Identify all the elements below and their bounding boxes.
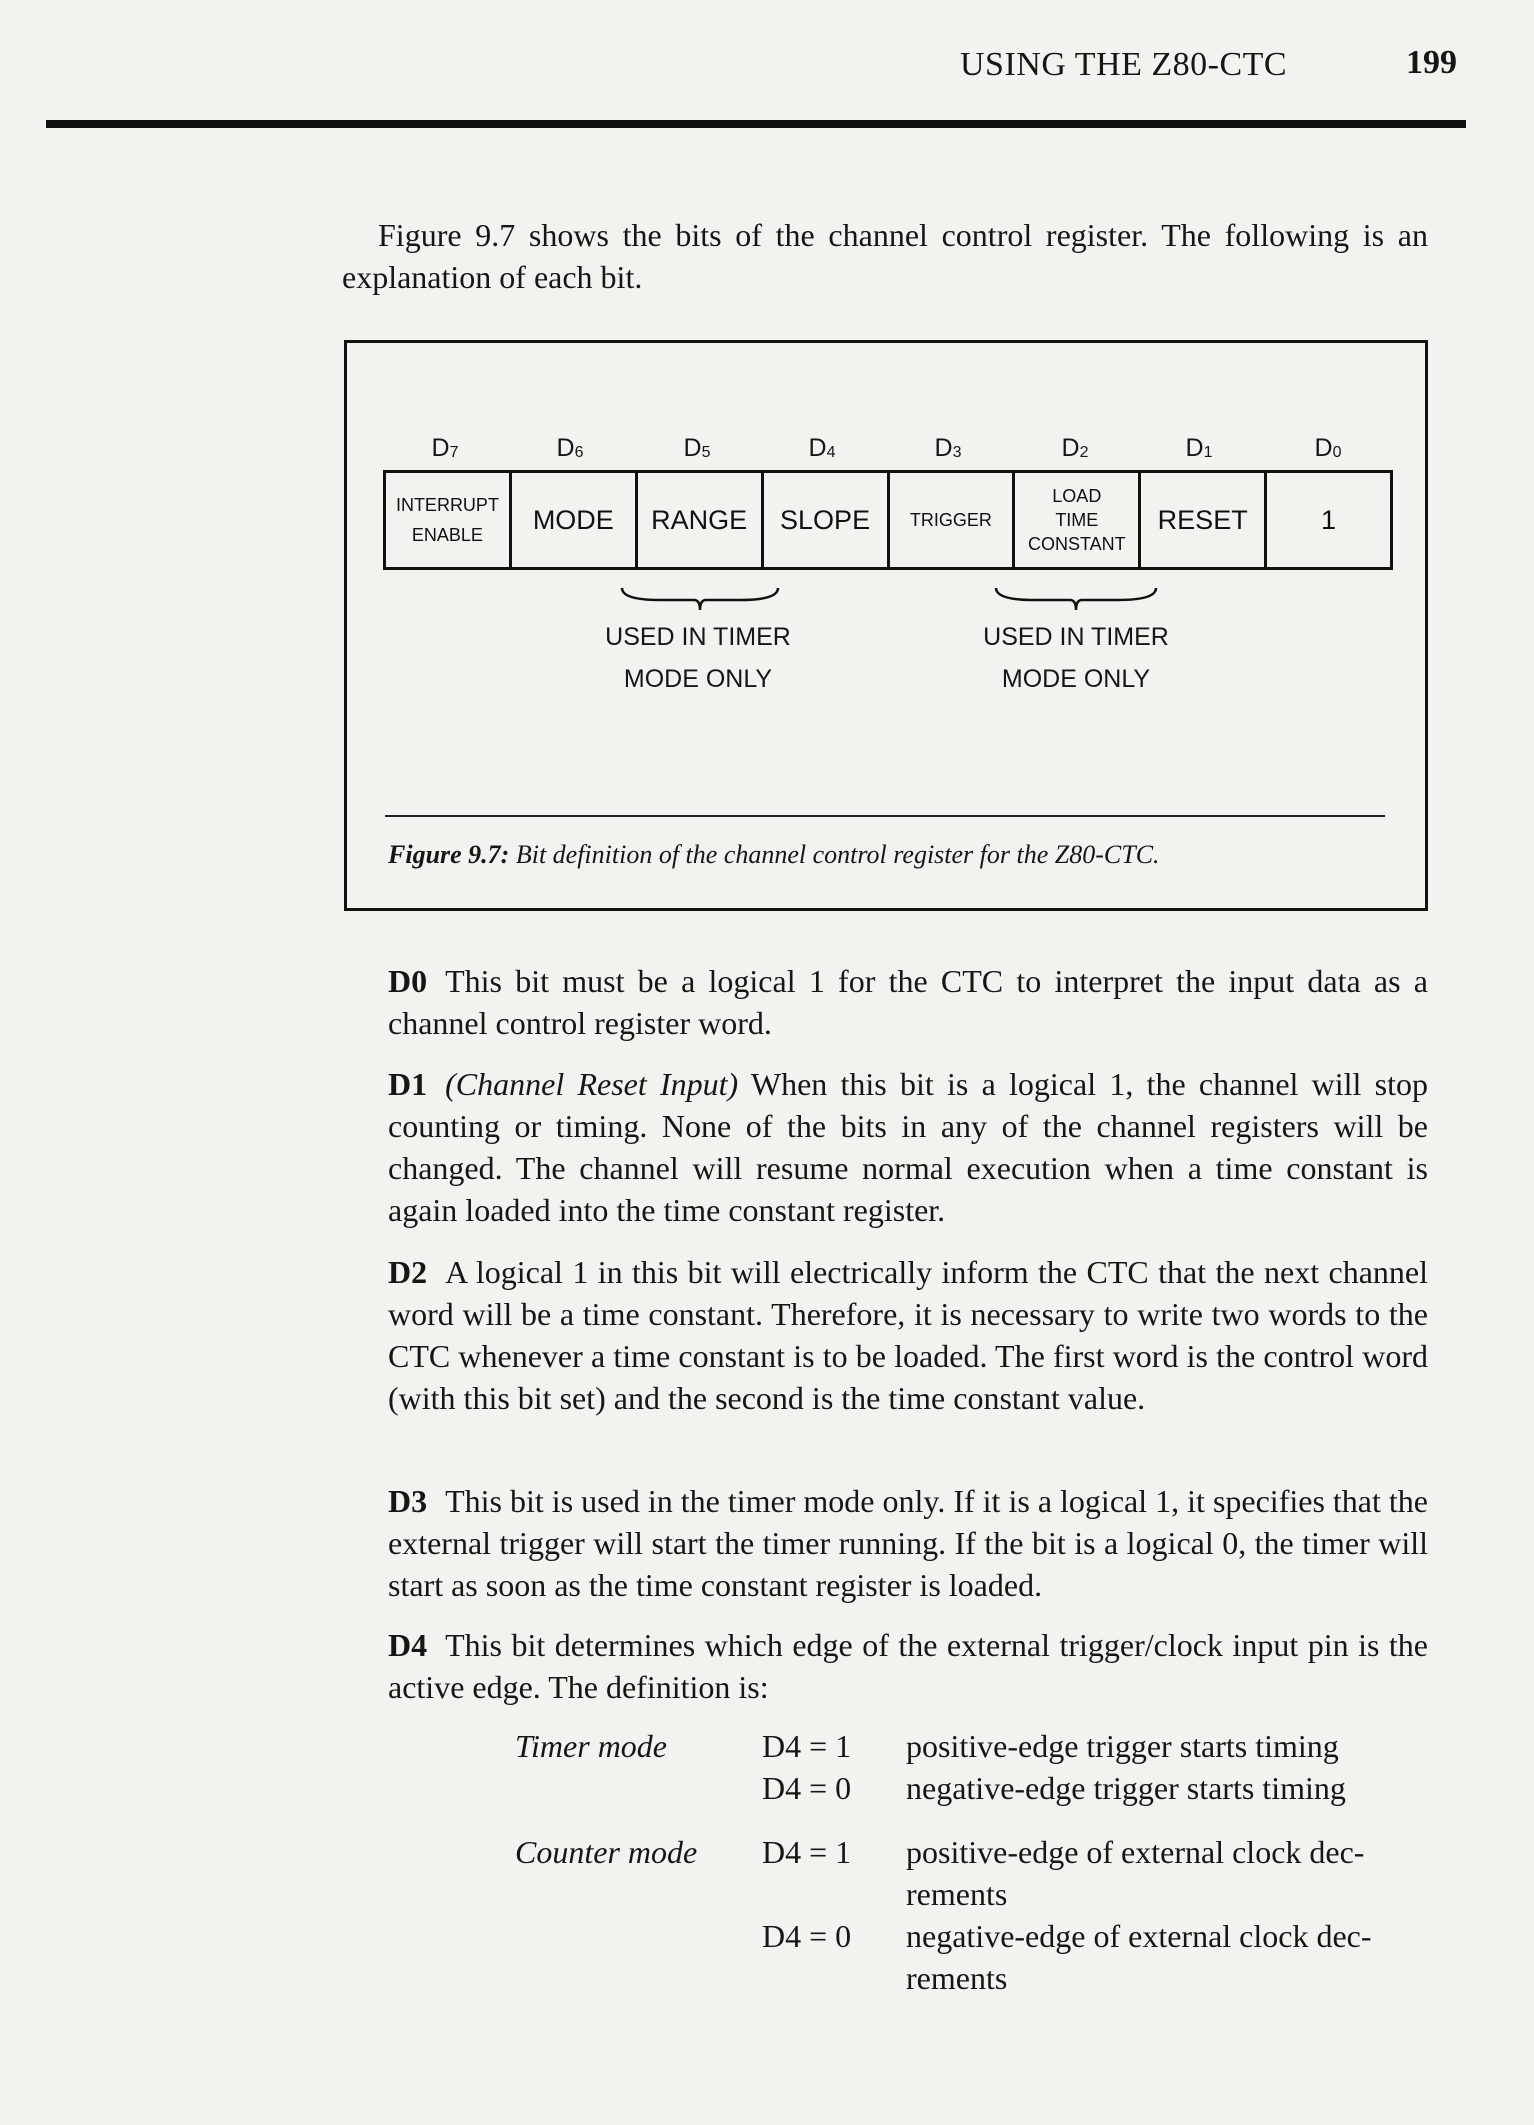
cell-line: LOAD	[1052, 486, 1102, 506]
counter-mode-label: Counter mode	[515, 1834, 698, 1870]
note-line: MODE ONLY	[1001, 665, 1151, 693]
counter-cond-0: D4 = 0	[762, 1918, 852, 1954]
bit-label-d3: $D_3$	[934, 434, 962, 462]
cell-line: 1	[1321, 504, 1337, 535]
figure-caption	[388, 840, 1160, 870]
running-title: USING THE Z80-CTC	[960, 46, 1288, 83]
counter-desc-1-line1: positive-edge of external clock dec-	[906, 1834, 1365, 1870]
cell-line: CONSTANT	[1027, 534, 1126, 554]
definition-text: When this bit is a logical 1, the channel will stop counting or timing. None of the bits in any of the channel registers will be changed. The channel will resume normal execution when a time constant is again loaded into the time constant register.	[388, 1066, 1429, 1228]
counter-desc-0-line2: rements	[906, 1960, 1008, 1996]
brace-d2-d1	[994, 584, 1158, 612]
timer-desc-0: negative-edge trigger starts timing	[906, 1770, 1346, 1806]
term-d3: D3	[388, 1483, 428, 1519]
brace-d5-d4	[620, 584, 780, 612]
bit-cell-reset	[1141, 473, 1267, 567]
definition-d0	[388, 960, 1428, 1044]
counter-desc-0-line1: negative-edge of external clock dec-	[906, 1918, 1372, 1954]
term-d0: D0	[388, 963, 428, 999]
bit-label-d6: $D_6$	[556, 434, 584, 462]
bit-label-d1: $D_1$	[1185, 434, 1213, 462]
timer-desc-1: positive-edge trigger starts timing	[906, 1728, 1339, 1764]
note-timer-mode-only-left	[578, 616, 818, 700]
cell-line: SLOPE	[780, 504, 871, 535]
definition-d2	[388, 1251, 1428, 1419]
bit-cell-mode	[512, 473, 638, 567]
term-d4: D4	[388, 1627, 428, 1663]
definition-d3	[388, 1480, 1428, 1606]
note-line: USED IN TIMER	[983, 623, 1169, 651]
definition-text: This bit determines which edge of the external trigger/clock input pin is the active edge. The definition is:	[388, 1627, 1428, 1705]
cell-line: MODE	[532, 504, 614, 535]
bit-cell-range	[638, 473, 764, 567]
counter-desc-1-line2: rements	[906, 1876, 1008, 1912]
definition-d4	[388, 1624, 1428, 1708]
definition-d1	[388, 1063, 1428, 1231]
timer-mode-label: Timer mode	[515, 1728, 667, 1764]
bit-label-d7: $D_7$	[431, 434, 459, 462]
header-rule	[46, 120, 1466, 128]
definition-text: This bit must be a logical 1 for the CTC to interpret the input data as a channel control register word.	[388, 963, 1428, 1041]
term-d2: D2	[388, 1254, 428, 1290]
bit-cell-d0	[1267, 473, 1390, 567]
counter-cond-1: D4 = 1	[762, 1834, 852, 1870]
term-d1: D1	[388, 1066, 428, 1102]
bit-label-d5: $D_5$	[683, 434, 711, 462]
intro-paragraph: Figure 9.7 shows the bits of the channel control register. The following is an explanation of each bit.	[342, 217, 1428, 295]
bit-cell-slope	[764, 473, 890, 567]
figure-frame	[344, 340, 1428, 911]
bit-label-d0: $D_0$	[1314, 434, 1342, 462]
bit-cell-load-time-constant	[1015, 473, 1141, 567]
caption-label: Figure 9.7:	[388, 840, 510, 869]
timer-cond-1: D4 = 1	[762, 1728, 852, 1764]
cell-line: ENABLE	[411, 525, 483, 545]
cell-line: TIME	[1055, 510, 1099, 530]
page-number: 199	[1406, 44, 1457, 81]
definition-text: A logical 1 in this bit will electrically inform the CTC that the next channel word will be a time constant. Therefore, it is necessary to write two words to the CTC whenever a time constant is to be loaded. The first word is the control word (with this bit set) and the second is the time constant value.	[388, 1254, 1428, 1416]
note-timer-mode-only-right	[956, 616, 1196, 700]
definition-label: (Channel Reset Input)	[445, 1066, 739, 1102]
definition-text: This bit is used in the timer mode only. If it is a logical 1, it specifies that the external trigger will start the timer running. If the bit is a logical 0, the timer will start as soon as the time constant register is loaded.	[388, 1483, 1428, 1603]
timer-cond-0: D4 = 0	[762, 1770, 852, 1806]
note-line: USED IN TIMER	[605, 623, 791, 651]
control-register-diagram	[383, 470, 1393, 570]
note-line: MODE ONLY	[623, 665, 773, 693]
caption-rule	[385, 815, 1385, 817]
cell-line: RESET	[1157, 504, 1248, 535]
bit-label-d4: $D_4$	[808, 434, 836, 462]
cell-line: RANGE	[651, 504, 748, 535]
cell-line: TRIGGER	[909, 510, 992, 530]
bit-cell-trigger	[890, 473, 1016, 567]
cell-line: INTERRUPT	[395, 495, 499, 515]
bit-label-d2: $D_2$	[1061, 434, 1089, 462]
caption-text: Bit definition of the channel control register for the Z80-CTC.	[515, 840, 1160, 869]
bit-cell-interrupt-enable	[386, 473, 512, 567]
